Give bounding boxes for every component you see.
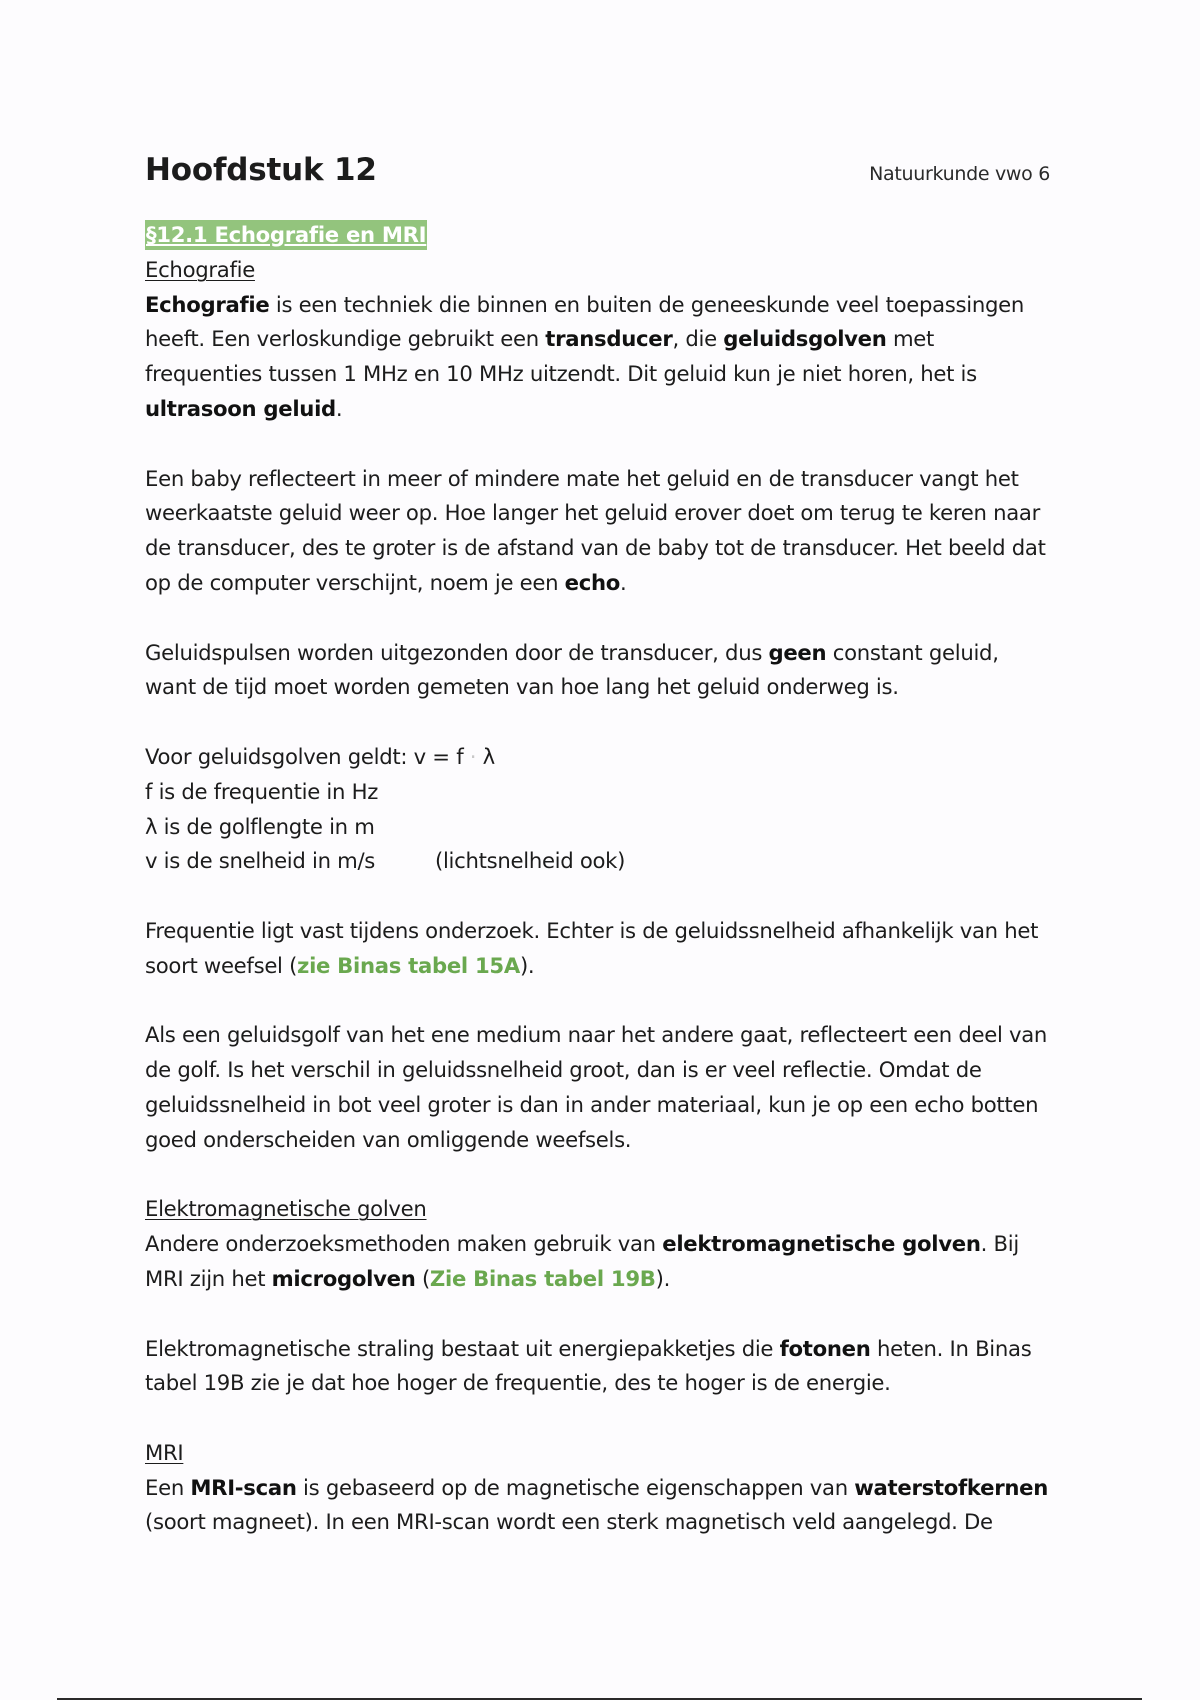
paragraph: Als een geluidsgolf van het ene medium naar het andere gaat, reflecteert een deel van de golf. Is het verschil in geluidssnelheid groot, dan is er veel reflectie. Omdat de geluidssnelheid in bot veel groter is dan in ander materiaal, kun je op een echo botten goed onderscheiden van omliggende weefsels. <box>145 1022 1048 1152</box>
paragraph: Geluidspulsen worden uitgezonden door de transducer, dus geen constant geluid, want de tijd moet worden gemeten van hoe lang het geluid onderweg is. <box>145 639 999 700</box>
formula-block: Voor geluidsgolven geldt: v = f · λ f is de frequentie in Hz λ is de golflengte in m v is de snelheid in m/s (lichtsnelheid ook) <box>145 743 626 874</box>
binas-reference: Zie Binas tabel 19B <box>429 1265 656 1291</box>
paragraph: Een baby reflecteert in meer of mindere mate het geluid en de transducer vangt het weerkaatste geluid weer op. Hoe langer het geluid erover doet om terug te keren naar de transducer, des te groter is de afstand van de baby tot de transducer. Het beeld dat op de computer verschijnt, noem je een echo. <box>145 465 1046 595</box>
subheading-mri: MRI <box>145 1439 184 1465</box>
subheading-em-golven: Elektromagnetische golven <box>145 1196 427 1222</box>
paragraph: Een MRI-scan is gebaseerd op de magnetische eigenschappen van waterstofkernen (soort magneet). In een MRI-scan wordt een sterk magnetisch veld aangelegd. De <box>145 1474 1048 1535</box>
paragraph: Echografie is een techniek die binnen en buiten de geneeskunde veel toepassingen heeft. Een verloskundige gebruikt een transducer, die geluidsgolven met frequenties tussen 1 MHz en 10 MHz uitzendt. Dit geluid kun je niet horen, het is ultrasoon geluid. <box>145 291 1025 421</box>
paragraph: Elektromagnetische straling bestaat uit energiepakketjes die fotonen heten. In Binas tabel 19B zie je dat hoe hoger de frequentie, des te hoger is de energie. <box>145 1335 1032 1396</box>
section-heading: §12.1 Echografie en MRI <box>145 220 427 250</box>
paragraph: Frequentie ligt vast tijdens onderzoek. Echter is de geluidssnelheid afhankelijk van het soort weefsel (zie Binas tabel 15A). <box>145 917 1039 978</box>
subheading-echografie: Echografie <box>145 256 255 282</box>
chapter-title: Hoofdstuk 12 <box>145 152 377 188</box>
page-header <box>145 150 1050 192</box>
paragraph: Andere onderzoeksmethoden maken gebruik van elektromagnetische golven. Bij MRI zijn het microgolven (Zie Binas tabel 19B). <box>145 1231 1019 1291</box>
subject-label: Natuurkunde vwo 6 <box>869 163 1050 185</box>
binas-reference: zie Binas tabel 15A <box>297 952 520 978</box>
page-content <box>145 150 1050 1540</box>
